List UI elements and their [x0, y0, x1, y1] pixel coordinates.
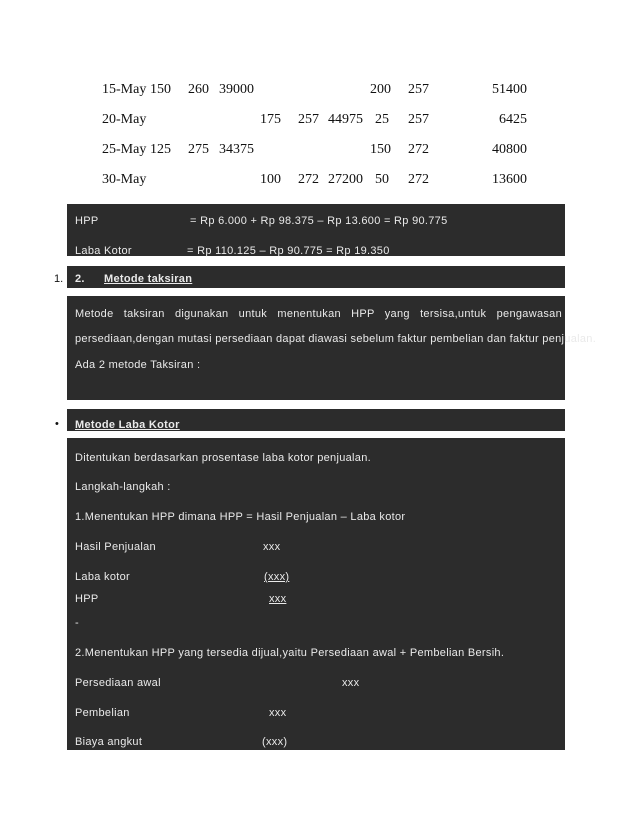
- cell: 25: [375, 112, 389, 127]
- section-title: Metode Laba Kotor: [75, 419, 180, 431]
- cell: 175: [260, 112, 281, 127]
- paragraph-block: [67, 296, 597, 400]
- row-date: 15-May: [102, 82, 147, 97]
- bullet: •: [55, 418, 59, 430]
- cell: 125: [150, 142, 171, 157]
- content-block: [67, 438, 565, 750]
- cell: 272: [408, 142, 429, 157]
- hasil-value: xxx: [263, 541, 281, 553]
- biaya-value: (xxx): [262, 736, 288, 748]
- hpp-label: HPP: [75, 215, 99, 227]
- section-number: 2.: [75, 273, 85, 285]
- cell: 150: [150, 82, 171, 97]
- dash: -: [75, 617, 79, 629]
- cell: 275: [188, 142, 209, 157]
- list-marker: 1.: [54, 273, 64, 285]
- persediaan-label: Persediaan awal: [75, 677, 161, 689]
- laba-value: (xxx): [264, 571, 290, 583]
- cell: 272: [298, 172, 319, 187]
- summary-block: [67, 204, 565, 256]
- cell: 150: [370, 142, 391, 157]
- section-heading: [67, 409, 565, 431]
- cell: 44975: [328, 112, 363, 127]
- row-date: 20-May: [102, 112, 147, 127]
- row-date: 30-May: [102, 172, 147, 187]
- paragraph-line: Metode taksiran digunakan untuk menentukan HPP yang tersisa,untuk pengawasan: [75, 308, 562, 320]
- cell: 51400: [492, 82, 527, 97]
- cell: 260: [188, 82, 209, 97]
- text-line: Ditentukan berdasarkan prosentase laba kotor penjualan.: [75, 452, 371, 464]
- cell: 6425: [499, 112, 527, 127]
- paragraph-line: persediaan,dengan mutasi persediaan dapat diawasi sebelum faktur pembelian dan faktur penjualan.: [75, 333, 597, 345]
- row-date: 25-May: [102, 142, 147, 157]
- text-line: Langkah-langkah :: [75, 481, 171, 493]
- cell: 272: [408, 172, 429, 187]
- persediaan-value: xxx: [342, 677, 360, 689]
- hpp-value: xxx: [269, 593, 287, 605]
- hpp-label: HPP: [75, 593, 99, 605]
- cell: 257: [408, 82, 429, 97]
- section-title: Metode taksiran: [104, 273, 193, 285]
- cell: 39000: [219, 82, 254, 97]
- cell: 257: [298, 112, 319, 127]
- cell: 40800: [492, 142, 527, 157]
- text-line: 1.Menentukan HPP dimana HPP = Hasil Penjualan – Laba kotor: [75, 511, 406, 523]
- text-line: 2.Menentukan HPP yang tersedia dijual,yaitu Persediaan awal + Pembelian Bersih.: [75, 647, 505, 659]
- cell: 200: [370, 82, 391, 97]
- section-heading: [67, 266, 565, 288]
- biaya-label: Biaya angkut: [75, 736, 143, 748]
- pembelian-value: xxx: [269, 707, 287, 719]
- cell: 50: [375, 172, 389, 187]
- cell: 257: [408, 112, 429, 127]
- cell: 27200: [328, 172, 363, 187]
- cell: 34375: [219, 142, 254, 157]
- table-row: [0, 82, 638, 102]
- hasil-label: Hasil Penjualan: [75, 541, 156, 553]
- laba-label: Laba Kotor: [75, 245, 132, 257]
- cell: 13600: [492, 172, 527, 187]
- pembelian-label: Pembelian: [75, 707, 130, 719]
- table-row: [0, 112, 638, 132]
- cell: 100: [260, 172, 281, 187]
- table-row: [0, 172, 638, 192]
- laba-value: = Rp 110.125 – Rp 90.775 = Rp 19.350: [187, 245, 390, 257]
- laba-label: Laba kotor: [75, 571, 130, 583]
- paragraph-line: Ada 2 metode Taksiran :: [75, 359, 201, 371]
- table-row: [0, 142, 638, 162]
- hpp-value: = Rp 6.000 + Rp 98.375 – Rp 13.600 = Rp 90.775: [190, 215, 448, 227]
